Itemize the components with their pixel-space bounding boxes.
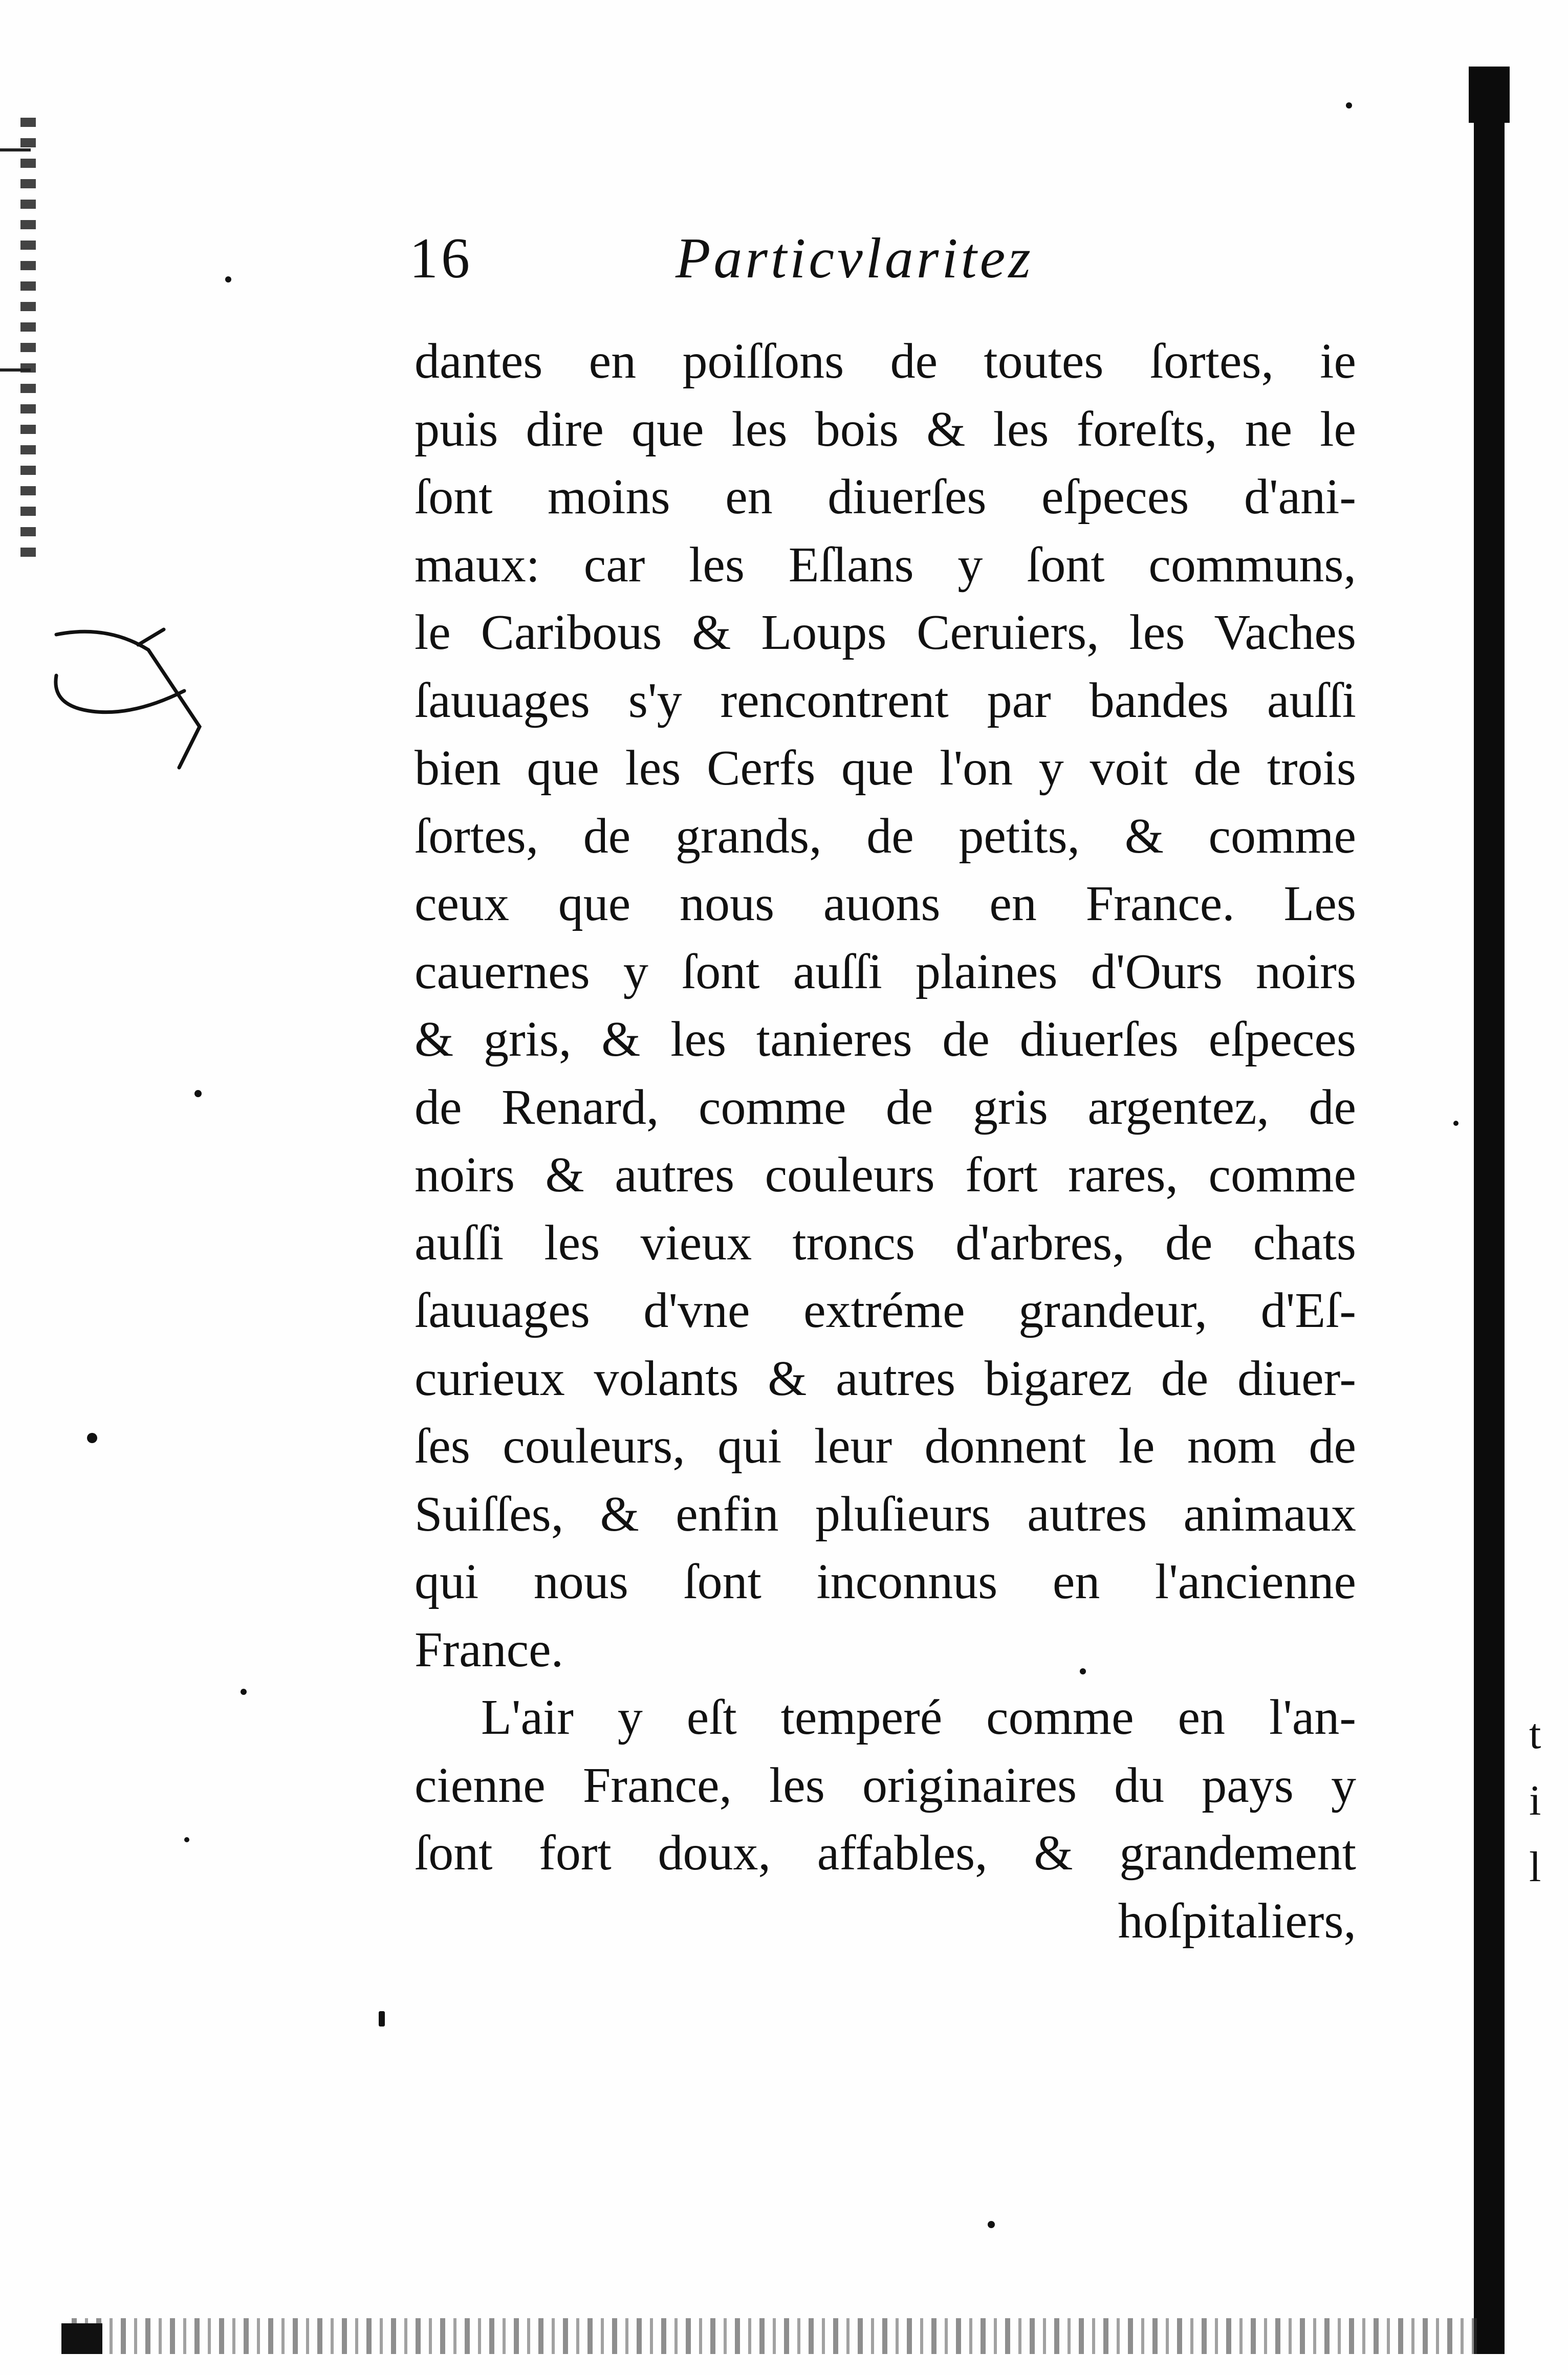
text-line: cienne France, les originaires du pays y <box>415 1757 1356 1813</box>
pen-scribble-mark <box>46 614 230 778</box>
text-line: maux: car les Eſlans y ſont communs, <box>415 537 1356 593</box>
text-line: auſſi les vieux troncs d'arbres, de chats <box>415 1215 1356 1271</box>
text-line: ſortes, de grands, de petits, & comme <box>415 808 1356 864</box>
text-line: de Renard, comme de gris argentez, de <box>415 1079 1356 1135</box>
text-line: ſont fort doux, affables, & grandement <box>415 1825 1356 1881</box>
text-line: bien que les Cerfs que l'on y voit de trois <box>415 740 1356 796</box>
binding-edge-strip <box>1474 72 1505 2354</box>
left-margin-tick <box>0 148 31 151</box>
text-line: curieux volants & autres bigarez de diuer- <box>415 1350 1356 1406</box>
speck <box>988 2221 995 2228</box>
text-line: Suiſſes, & enfin pluſieurs autres animaux <box>415 1486 1356 1542</box>
speck <box>87 1433 97 1443</box>
body-text <box>415 328 1356 1955</box>
bottom-left-scan-block <box>61 2323 102 2354</box>
speck <box>379 2011 385 2027</box>
bleed-through-letter: l <box>1529 1843 1541 1891</box>
bleed-through-letter: i <box>1529 1777 1541 1824</box>
text-line: noirs & autres couleurs fort rares, comme <box>415 1147 1356 1203</box>
page-number: 16 <box>409 227 473 290</box>
speck <box>194 1090 202 1097</box>
left-margin-scan-noise <box>20 118 36 568</box>
text-line: & gris, & les tanieres de diuerſes eſpeces <box>415 1012 1356 1067</box>
text-line: France. <box>415 1622 564 1677</box>
catchword: hoſpitaliers, <box>1118 1893 1356 1949</box>
paragraph-first-line: L'air y eſt temperé comme en l'an- <box>481 1690 1356 1745</box>
text-line: qui nous ſont inconnus en l'ancienne <box>415 1554 1356 1609</box>
text-line: puis dire que les bois & les foreſts, ne le <box>415 401 1356 457</box>
text-line: ſes couleurs, qui leur donnent le nom de <box>415 1419 1356 1474</box>
speck <box>184 1837 189 1842</box>
speck <box>1453 1121 1458 1126</box>
left-margin-tick <box>0 368 31 372</box>
speck <box>225 276 231 282</box>
text-line: ſauuages s'y rencontrent par bandes auſſi <box>415 672 1356 728</box>
text-line: dantes en poiſſons de toutes ſortes, ie <box>415 334 1356 389</box>
text-line: ſauuages d'vne extréme grandeur, d'Eſ- <box>415 1283 1356 1338</box>
speck <box>241 1689 247 1695</box>
bottom-scan-noise <box>72 2318 1479 2354</box>
running-head <box>409 225 1371 292</box>
text-line: ſont moins en diuerſes eſpeces d'ani- <box>415 469 1356 525</box>
running-title: Particvlaritez <box>676 227 1034 290</box>
text-line: cauernes y ſont auſſi plaines d'Ours noirs <box>415 944 1356 999</box>
text-line: le Caribous & Loups Ceruiers, les Vaches <box>415 605 1356 660</box>
text-line: ceux que nous auons en France. Les <box>415 876 1356 931</box>
bleed-through-letter: t <box>1529 1710 1541 1758</box>
speck <box>1346 102 1352 108</box>
